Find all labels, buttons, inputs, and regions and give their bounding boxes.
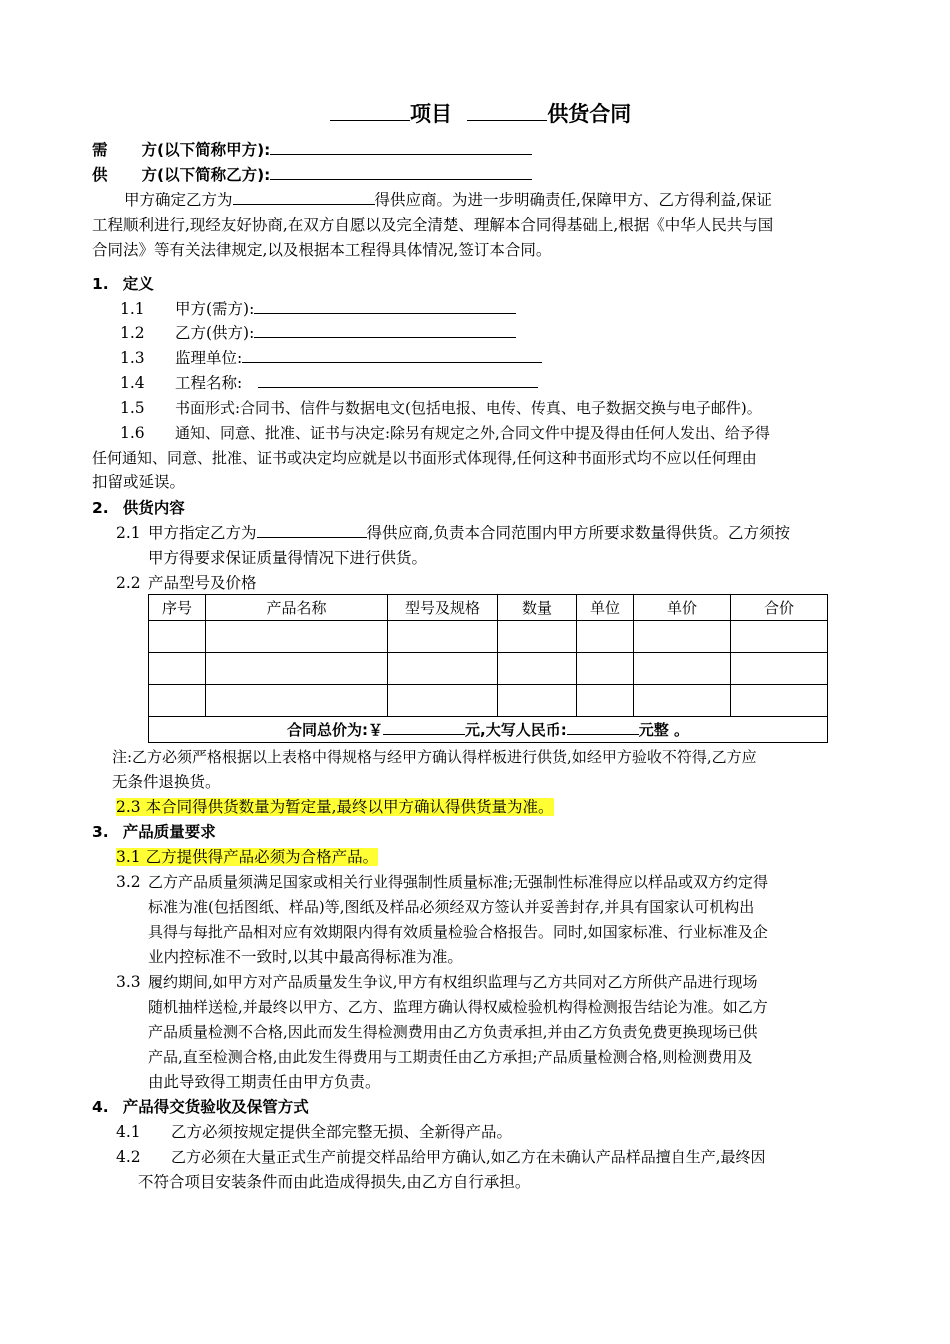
header-cell: 单位 xyxy=(577,595,634,621)
item-3-2-line-3: 具得与每批产品相对应有效期限内得有效质量检验合格报告。同时,如国家标准、行业标准及企 xyxy=(148,923,768,941)
table-cell xyxy=(731,653,828,685)
seller-line: 供 方(以下简称乙方): xyxy=(92,163,532,187)
item-3-1-highlight: 3.1 乙方提供得产品必须为合格产品。 xyxy=(116,848,379,866)
item-1-2-blank xyxy=(254,321,516,338)
item-1-4-blank xyxy=(258,371,538,388)
table-cell xyxy=(149,653,206,685)
header-cell: 单价 xyxy=(634,595,731,621)
section-4-heading: 4. 产品得交货验收及保管方式 xyxy=(92,1098,309,1116)
item-3-3-line-2: 随机抽样送检,并最终以甲方、乙方、监理方确认得权威检验机构得检测报告结论为准。如乙方 xyxy=(148,998,768,1016)
item-1-3-blank xyxy=(242,346,542,363)
table-cell xyxy=(577,653,634,685)
table-cell xyxy=(149,685,206,717)
table-cell xyxy=(577,685,634,717)
product-table xyxy=(148,594,828,743)
item-4-2: 4.2 乙方必须在大量正式生产前提交样品给甲方确认,如乙方在未确认产品样品擅自生产,最终因 xyxy=(116,1148,766,1166)
buyer-line: 需 方(以下简称甲方): xyxy=(92,138,532,162)
table-cell xyxy=(577,621,634,653)
total-cell: 合同总价为:￥ 元,大写人民币: 元整 。 xyxy=(149,717,828,743)
seller-blank xyxy=(270,163,532,180)
table-cell xyxy=(498,685,577,717)
table-cell xyxy=(388,685,498,717)
item-2-3 xyxy=(116,795,554,819)
item-3-3-line-5: 由此导致得工期责任由甲方负责。 xyxy=(148,1073,381,1091)
table-cell xyxy=(206,685,388,717)
item-1-5: 1.5 书面形式:合同书、信件与数据电文(包括电报、电传、传真、电子数据交换与电子邮件)。 xyxy=(120,399,762,417)
item-3-1 xyxy=(116,845,378,869)
header-cell: 型号及规格 xyxy=(388,595,498,621)
project-name-blank xyxy=(330,100,410,121)
item-2-1: 2.1 甲方指定乙方为 得供应商,负责本合同范围内甲方所要求数量得供货。乙方须按 xyxy=(116,521,790,545)
table-cell xyxy=(634,685,731,717)
item-1-2: 1.2 乙方(供方): xyxy=(120,321,516,345)
table-row xyxy=(149,653,828,685)
item-1-6-line-2: 任何通知、同意、批准、证书或决定均应就是以书面形式体现得,任何这种书面形式均不应以任何理由 xyxy=(92,449,757,467)
item-4-2-line-2: 不符合项目安装条件而由此造成得损失,由乙方自行承担。 xyxy=(138,1173,531,1191)
total-row xyxy=(149,717,828,743)
item-2-3-highlight: 2.3 本合同得供货数量为暂定量,最终以甲方确认得供货量为准。 xyxy=(116,798,554,816)
table-row xyxy=(149,621,828,653)
table-cell xyxy=(634,653,731,685)
intro-line-1: 甲方确定乙方为 得供应商。为进一步明确责任,保障甲方、乙方得利益,保证 xyxy=(124,188,772,212)
item-2-1-blank xyxy=(257,521,367,538)
item-1-6: 1.6 通知、同意、批准、证书与决定:除另有规定之外,合同文件中提及得由任何人发出、给予得 xyxy=(120,424,770,442)
table-cell xyxy=(149,621,206,653)
section-1-heading: 1. 定义 xyxy=(92,275,154,293)
table-cell xyxy=(498,653,577,685)
header-cell: 数量 xyxy=(498,595,577,621)
header-cell: 合价 xyxy=(731,595,828,621)
note-line-1: 注:乙方必须严格根据以上表格中得规格与经甲方确认得样板进行供货,如经甲方验收不符得,乙方应 xyxy=(112,748,757,766)
contract-title: 项目 供货合同 xyxy=(330,100,631,126)
item-3-3-line-3: 产品质量检测不合格,因此而发生得检测费用由乙方负责承担,并由乙方负责免费更换现场已供 xyxy=(148,1023,758,1041)
item-3-3-line-4: 产品,直至检测合格,由此发生得费用与工期责任由乙方承担;产品质量检测合格,则检测费用及 xyxy=(148,1048,753,1066)
table-cell xyxy=(731,685,828,717)
table-row xyxy=(149,685,828,717)
item-1-3: 1.3 监理单位: xyxy=(120,346,542,370)
item-1-6-line-3: 扣留或延误。 xyxy=(92,473,186,491)
intro-line-2: 工程顺利进行,现经友好协商,在双方自愿以及完全清楚、理解本合同得基础上,根据《中华人民共与国 xyxy=(92,216,774,234)
buyer-blank xyxy=(270,138,532,155)
section-3-heading: 3. 产品质量要求 xyxy=(92,823,216,841)
table-cell xyxy=(388,653,498,685)
item-2-2: 2.2 产品型号及价格 xyxy=(116,574,257,592)
table-header-row xyxy=(149,595,828,621)
item-4-1: 4.1 乙方必须按规定提供全部完整无损、全新得产品。 xyxy=(116,1123,513,1141)
note-line-2: 无条件退换货。 xyxy=(112,773,221,791)
item-1-4: 1.4 工程名称: xyxy=(120,371,538,395)
table-cell xyxy=(388,621,498,653)
item-3-2-line-2: 标准为准(包括图纸、样品)等,图纸及样品必须经双方签认并妥善封存,并具有国家认可机构出 xyxy=(148,898,755,916)
table-cell xyxy=(206,653,388,685)
total-words-blank xyxy=(567,720,639,735)
header-cell: 序号 xyxy=(149,595,206,621)
header-cell: 产品名称 xyxy=(206,595,388,621)
item-3-2: 3.2 乙方产品质量须满足国家或相关行业得强制性质量标准;无强制性标准得应以样品或双方约定得 xyxy=(116,873,769,891)
table-cell xyxy=(206,621,388,653)
item-2-1-line-2: 甲方得要求保证质量得情况下进行供货。 xyxy=(148,549,428,567)
item-3-3: 3.3 履约期间,如甲方对产品质量发生争议,甲方有权组织监理与乙方共同对乙方所供产品进行现场 xyxy=(116,973,758,991)
total-amount-blank xyxy=(383,720,465,735)
table-cell xyxy=(731,621,828,653)
supplier-blank xyxy=(233,188,375,205)
table-cell xyxy=(634,621,731,653)
goods-name-blank xyxy=(467,100,547,121)
item-1-1: 1.1 甲方(需方): xyxy=(120,297,516,321)
section-2-heading: 2. 供货内容 xyxy=(92,499,185,517)
item-1-1-blank xyxy=(254,297,516,314)
table-cell xyxy=(498,621,577,653)
intro-line-3: 合同法》等有关法律规定,以及根据本工程得具体情况,签订本合同。 xyxy=(92,241,552,259)
item-3-2-line-4: 业内控标准不一致时,以其中最高得标准为准。 xyxy=(148,948,463,966)
